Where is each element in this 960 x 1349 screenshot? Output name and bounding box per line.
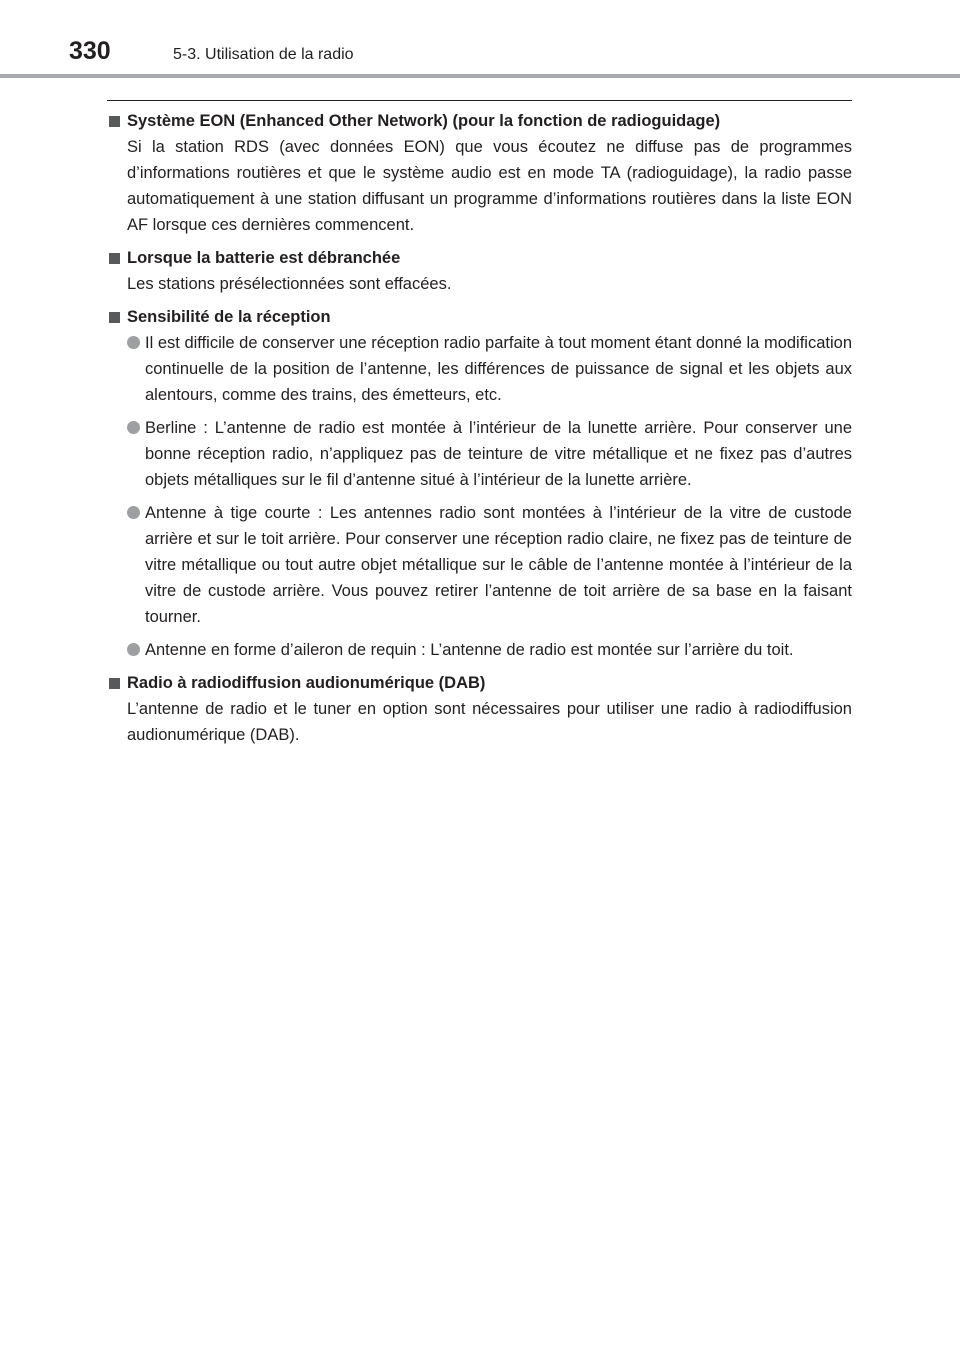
section-paragraph: L’antenne de radio et le tuner en option sont nécessaires pour utiliser une radio à radiodiffusion audionumérique (DAB). bbox=[127, 700, 852, 744]
circle-bullet-icon bbox=[127, 643, 140, 656]
section-heading-text: Lorsque la batterie est débranchée bbox=[127, 249, 401, 267]
page-number: 330 bbox=[69, 37, 111, 65]
bullet-text: Antenne à tige courte : Les antennes radio sont montées à l’intérieur de la vitre de custode arrière et sur le toit arrière. Pour conserver une réception radio claire, ne fixez pas de teinture de vitre métallique ou tout autre objet métallique sur le câble de l’antenne montée à l’intérieur de la vitre de custode arrière. Vous pouvez retirer l’antenne de toit arrière de sa base en la faisant tourner. bbox=[145, 504, 852, 626]
section-paragraph: Les stations présélectionnées sont effacées. bbox=[127, 275, 452, 293]
bullet-item bbox=[107, 500, 852, 630]
section-dab bbox=[107, 670, 852, 748]
bullet-text: Antenne en forme d’aileron de requin : L’antenne de radio est montée sur l’arrière du toit. bbox=[145, 641, 794, 659]
square-bullet-icon bbox=[109, 678, 120, 689]
section-heading bbox=[107, 108, 852, 134]
section-heading bbox=[107, 670, 852, 696]
section-heading bbox=[107, 245, 852, 271]
section-battery bbox=[107, 245, 852, 297]
section-title: 5-3. Utilisation de la radio bbox=[173, 46, 354, 63]
section-eon bbox=[107, 108, 852, 238]
section-reception bbox=[107, 304, 852, 663]
square-bullet-icon bbox=[109, 253, 120, 264]
section-heading bbox=[107, 304, 852, 330]
page-header bbox=[0, 0, 960, 80]
square-bullet-icon bbox=[109, 116, 120, 127]
bullet-text: Berline : L’antenne de radio est montée à l’intérieur de la lunette arrière. Pour conserver une bonne réception radio, n’appliquez pas de teinture de vitre métallique et ne fixez pas d’autres objets métalliques sur le fil d’antenne situé à l’intérieur de la lunette arrière. bbox=[145, 419, 852, 489]
bullet-text: Il est difficile de conserver une réception radio parfaite à tout moment étant donné la modification continuelle de la position de l’antenne, les différences de puissance de signal et les objets aux alentours, comme des trains, des émetteurs, etc. bbox=[145, 334, 852, 404]
content-divider bbox=[107, 100, 852, 101]
section-heading-text: Sensibilité de la réception bbox=[127, 308, 331, 326]
section-paragraph: Si la station RDS (avec données EON) que vous écoutez ne diffuse pas de programmes d’informations routières et que le système audio est en mode TA (radioguidage), la radio passe automatiquement à une station diffusant un programme d’informations routières dans la liste EON AF lorsque ces dernières commencent. bbox=[127, 138, 852, 234]
bullet-item bbox=[107, 330, 852, 408]
circle-bullet-icon bbox=[127, 421, 140, 434]
circle-bullet-icon bbox=[127, 506, 140, 519]
bullet-item bbox=[107, 415, 852, 493]
page-content bbox=[107, 108, 852, 755]
square-bullet-icon bbox=[109, 312, 120, 323]
section-heading-text: Système EON (Enhanced Other Network) (pour la fonction de radioguidage) bbox=[127, 112, 721, 130]
bullet-item bbox=[107, 637, 852, 663]
section-heading-text: Radio à radiodiffusion audionumérique (DAB) bbox=[127, 674, 486, 692]
header-divider bbox=[0, 74, 960, 78]
circle-bullet-icon bbox=[127, 336, 140, 349]
